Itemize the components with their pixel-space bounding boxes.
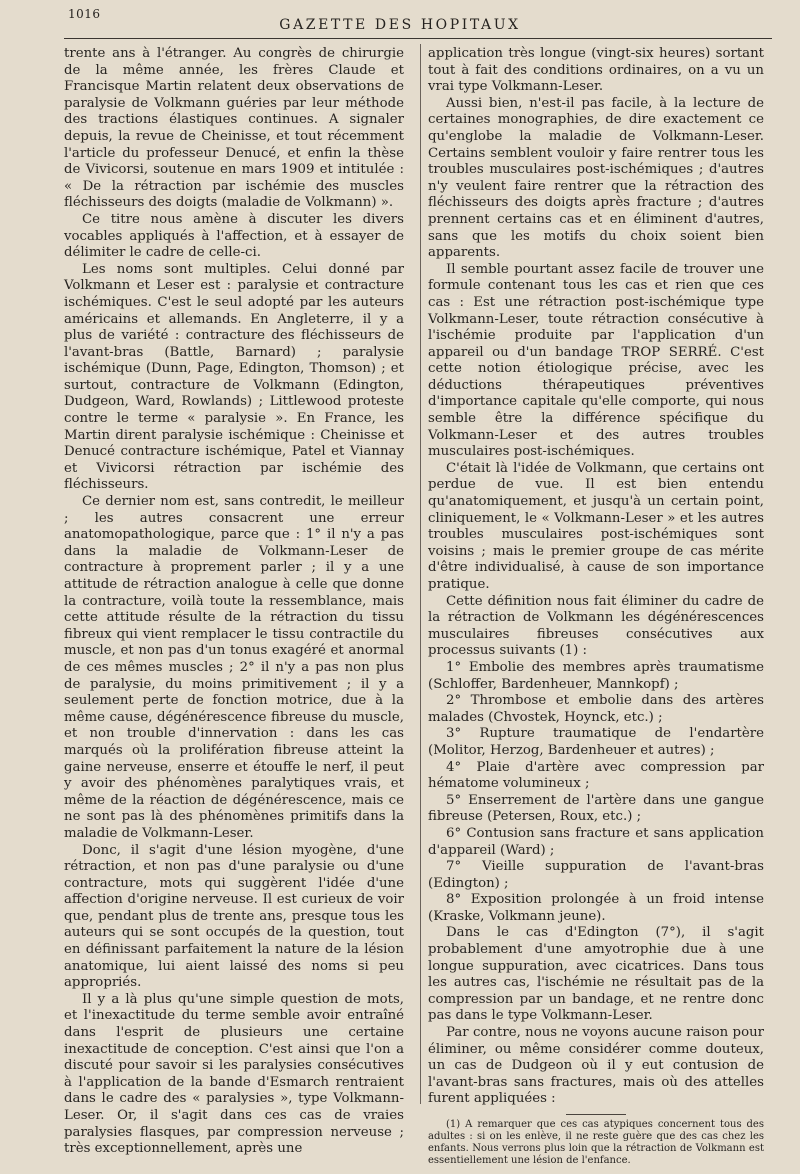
footnote: (1) A remarquer que ces cas atypiques concernent tous des adultes : si on les enlève, il ne reste guère que des cas chez les enfants. Nous verrons plus loin que la rétraction de Volkmann est essentiellement une lésion de l'enfance. (428, 1119, 764, 1166)
process-list (428, 660, 764, 926)
paragraph: Donc, il s'agit d'une lésion myogène, d'une rétraction, et non pas d'une paralysie ou d'une contracture, mots qui suggèrent l'idée d'une affection d'origine nerveuse. Il est curieux de voir que, pendant plus de trente ans, presque tous les auteurs qui se sont occupés de la question, tout en définissant parfaitement la nature de la lésion anatomique, lui aient laissé des noms si peu appropriés. (64, 842, 404, 991)
list-item: 7° Vieille suppuration de l'avant-bras (Edington) ; (428, 859, 764, 891)
paragraph: Cette définition nous fait éliminer du cadre de la rétraction de Volkmann les dégénérescences musculaires fibreuses consécutives aux processus suivants (1) : (428, 593, 764, 659)
left-column (64, 46, 404, 1157)
right-column (428, 46, 764, 1166)
list-item: 5° Enserrement de l'artère dans une gangue fibreuse (Petersen, Roux, etc.) ; (428, 792, 764, 825)
running-head: GAZETTE DES HOPITAUX (279, 17, 521, 33)
paragraph: Ce titre nous amène à discuter les divers vocables appliqués à l'affection, et à essayer de délimiter le cadre de celle-ci. (64, 211, 404, 261)
paragraph: Dans le cas d'Edington (7°), il s'agit probablement d'une amyotrophie due à une longue suppuration, avec cicatrices. Dans tous les autres cas, l'ischémie ne résultait pas de la compression par un bandage, et ne rentre donc pas dans le type Volkmann-Leser. (428, 925, 764, 1024)
list-item: 3° Rupture traumatique de l'endartère (Molitor, Herzog, Bardenheuer et autres) ; (428, 726, 764, 758)
paragraph: application très longue (vingt-six heures) sortant tout à fait des conditions ordinaires, on a vu un vrai type Volkmann-Leser. (428, 46, 764, 95)
list-item: 4° Plaie d'artère avec compression par hématome volumineux ; (428, 759, 764, 792)
list-item: 6° Contusion sans fracture et sans application d'appareil (Ward) ; (428, 825, 764, 858)
paragraph: Les noms sont multiples. Celui donné par Volkmann et Leser est : paralysie et contracture ischémiques. C'est le seul adopté par les auteurs américains et allemands. En Angleterre, il y a plus de variété : contracture des fléchisseurs de l'avant-bras (Battle, Barnard) ; paralysie ischémique (Dunn, Page, Edington, Thomson) ; et surtout, contracture de Volkmann (Edington, Dudgeon, Ward, Rowlands) ; Littlewood proteste contre le terme « paralysie ». En France, les Martin dirent paralysie ischémique : Cheinisse et Denucé contracture ischémique, Patel et Viannay et Vivicorsi rétraction par ischémie des fléchisseurs. (64, 261, 404, 493)
paragraph: Aussi bien, n'est-il pas facile, à la lecture de certaines monographies, de dire exactement ce qu'englobe la maladie de Volkmann-Leser. Certains semblent vouloir y faire rentrer tous les troubles musculaires post-ischémiques ; d'autres n'y veulent faire rentrer que la rétraction des fléchisseurs des doigts après fracture ; d'autres prennent certains cas et en éliminent d'autres, sans que les motifs du choix soient bien apparents. (428, 95, 764, 261)
paragraph: Il y a là plus qu'une simple question de mots, et l'inexactitude du terme semble avoir entraîné dans l'esprit de plusieurs une certaine inexactitude de conception. C'est ainsi que l'on a discuté pour savoir si les paralysies consécutives à l'application de la bande d'Esmarch rentraient dans le cadre des « paralysies », type Volkmann-Leser. Or, il s'agit dans ces cas de vraies paralysies flasques, par compression nerveuse ; très exceptionnellement, après une (64, 991, 404, 1157)
column-divider (420, 44, 421, 1104)
list-item: 2° Thrombose et embolie dans des artères malades (Chvostek, Hoynck, etc.) ; (428, 693, 764, 725)
footnote-rule (566, 1114, 626, 1115)
paragraph: Ce dernier nom est, sans contredit, le meilleur ; les autres consacrent une erreur anatomopathologique, parce que : 1° il n'y a pas dans la maladie de Volkmann-Leser de contracture à proprement parler ; il y a une attitude de rétraction analogue à celle que donne la contracture, voilà toute la ressemblance, mais cette attitude résulte de la rétraction du tissu fibreux qui vient remplacer le tissu contractile du muscle, et non pas d'un tonus exagéré et anormal de ces mêmes muscles ; 2° il n'y a pas non plus de paralysie, du moins primitivement ; il y a seulement perte de fonction motrice, due à la même cause, dégénérescence fibreuse du muscle, et non trouble d'innervation : dans les cas marqués où la prolifération fibreuse atteint la gaine nerveuse, enserre et étouffe le nerf, il peut y avoir des phénomènes paralytiques vrais, et même de la réaction de dégénérescence, mais ce ne sont pas là des phénomènes primitifs dans la maladie de Volkmann-Leser. (64, 494, 404, 841)
paragraph: Il semble pourtant assez facile de trouver une formule contenant tous les cas et rien que ces cas : Est une rétraction post-ischémique type Volkmann-Leser, toute rétraction consécutive à l'ischémie produite par l'application d'un appareil ou d'un bandage TROP SERRÉ. C'est cette notion étiologique précise, avec les déductions thérapeutiques préventives d'importance capitale qu'elle comporte, qui nous semble être la différence spécifique du Volkmann-Leser et des autres troubles musculaires post-ischémiques. (428, 261, 764, 460)
paragraph: Par contre, nous ne voyons aucune raison pour éliminer, ou même considérer comme douteux, un cas de Dudgeon où il y eut contusion de l'avant-bras sans fractures, mais où des attelles furent appliquées : (428, 1025, 764, 1107)
paragraph: trente ans à l'étranger. Au congrès de chirurgie de la même année, les frères Claude et Francisque Martin relatent deux observations de paralysie de Volkmann guéries par leur méthode des tractions élastiques continues. A signaler depuis, la revue de Cheinisse, et tout récemment l'article du professeur Denucé, et enfin la thèse de Vivicorsi, soutenue en mars 1909 et intitulée : « De la rétraction par ischémie des muscles fléchisseurs des doigts (maladie de Volkmann) ». (64, 46, 404, 211)
list-item: 1° Embolie des membres après traumatisme (Schloffer, Bardenheuer, Mannkopf) ; (428, 659, 764, 692)
page-number: 1016 (68, 7, 101, 21)
paragraph: C'était là l'idée de Volkmann, que certains ont perdue de vue. Il est bien entendu qu'anatomiquement, et jusqu'à un certain point, cliniquement, le « Volkmann-Leser » et les autres troubles musculaires post-ischémiques sont voisins ; mais le premier groupe de cas mérite d'être individualisé, à cause de son importance pratique. (428, 460, 764, 592)
header-rule (64, 38, 772, 39)
list-item: 8° Exposition prolongée à un froid intense (Kraske, Volkmann jeune). (428, 892, 764, 924)
